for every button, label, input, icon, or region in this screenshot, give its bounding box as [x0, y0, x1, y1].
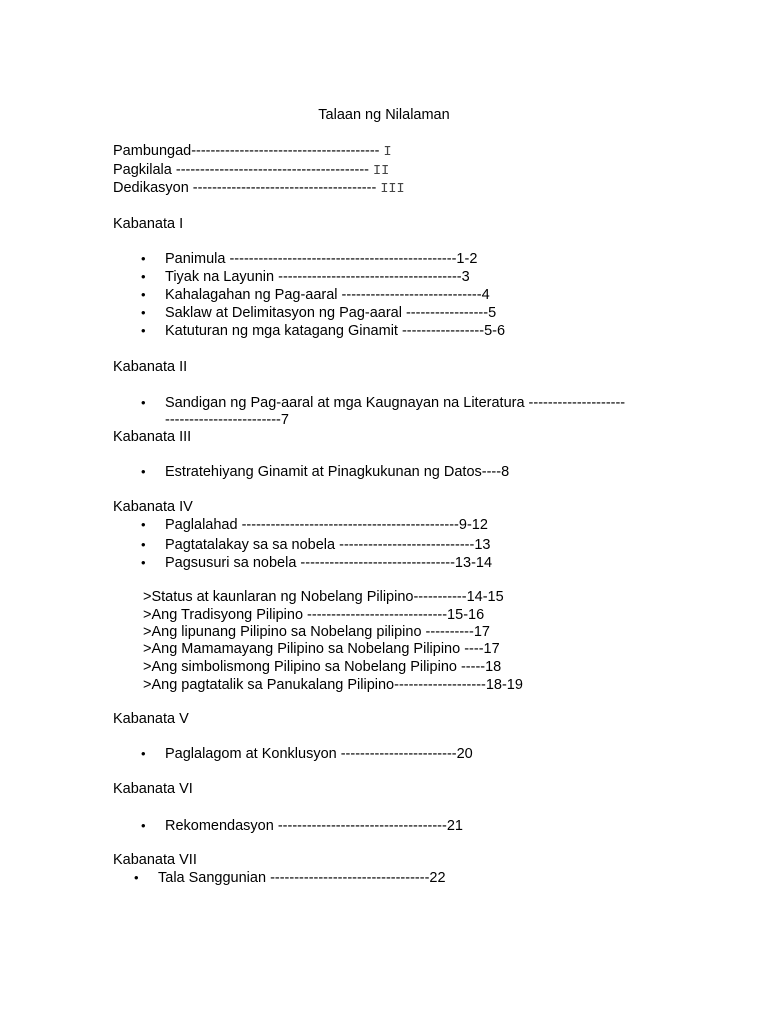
toc-entry: • Saklaw at Delimitasyon ng Pag-aaral -----------------5 — [165, 304, 496, 322]
page-title: Talaan ng Nilalaman — [318, 107, 450, 123]
toc-subentry: >Ang pagtatalik sa Panukalang Pilipino-------------------18-19 — [143, 677, 523, 693]
toc-entry-continuation: ------------------------7 — [165, 412, 289, 428]
toc-entry: • Rekomendasyon -----------------------------------21 — [165, 817, 463, 835]
front-matter-dedikasyon — [113, 179, 405, 199]
toc-subentry: >Ang Mamamayang Pilipino sa Nobelang Pilipino ----17 — [143, 641, 500, 657]
toc-entry: • Panimula -----------------------------------------------1-2 — [165, 250, 477, 268]
toc-entry: • Tala Sanggunian ---------------------------------22 — [158, 869, 446, 887]
chapter-heading: Kabanata V — [113, 711, 189, 727]
front-matter-label: Dedikasyon -------------------------------------- — [113, 180, 377, 196]
front-matter-label: Pagkilala ---------------------------------------- — [113, 162, 370, 178]
toc-subentry: >Ang simbolismong Pilipino sa Nobelang Pilipino -----18 — [143, 659, 502, 675]
toc-subentry: >Ang Tradisyong Pilipino -----------------------------15-16 — [143, 607, 485, 623]
toc-entry: • Tiyak na Layunin --------------------------------------3 — [165, 268, 470, 286]
toc-entry: • Paglalagom at Konklusyon ------------------------20 — [165, 745, 473, 763]
chapter-heading: Kabanata II — [113, 359, 188, 375]
toc-entry: • Paglalahad ---------------------------------------------9-12 — [165, 516, 488, 534]
toc-entry: • Sandigan ng Pag-aaral at mga Kaugnayan na Literatura -------------------- — [165, 394, 625, 412]
chapter-heading: Kabanata I — [113, 216, 184, 232]
chapter-heading: Kabanata VII — [113, 852, 197, 868]
toc-subentry: >Status at kaunlaran ng Nobelang Pilipino-----------14-15 — [143, 589, 504, 605]
toc-entry: • Katuturan ng mga katagang Ginamit -----------------5-6 — [165, 322, 505, 340]
chapter-heading: Kabanata III — [113, 429, 192, 445]
toc-subentry: >Ang lipunang Pilipino sa Nobelang pilipino ----------17 — [143, 624, 490, 640]
toc-entry: • Kahalagahan ng Pag-aaral -----------------------------4 — [165, 286, 490, 304]
toc-entry: • Estratehiyang Ginamit at Pinagkukunan ng Datos----8 — [165, 463, 509, 481]
front-matter-pambungad — [113, 142, 392, 162]
front-matter-page: II — [373, 164, 390, 179]
front-matter-pagkilala — [113, 161, 389, 181]
front-matter-page: I — [383, 145, 392, 160]
chapter-heading: Kabanata VI — [113, 781, 193, 797]
toc-entry: • Pagtatalakay sa sa nobela ----------------------------13 — [165, 536, 490, 554]
front-matter-label: Pambungad--------------------------------------- — [113, 143, 380, 159]
chapter-heading: Kabanata IV — [113, 499, 193, 515]
toc-entry: • Pagsusuri sa nobela --------------------------------13-14 — [165, 554, 492, 572]
front-matter-page: III — [380, 182, 405, 197]
